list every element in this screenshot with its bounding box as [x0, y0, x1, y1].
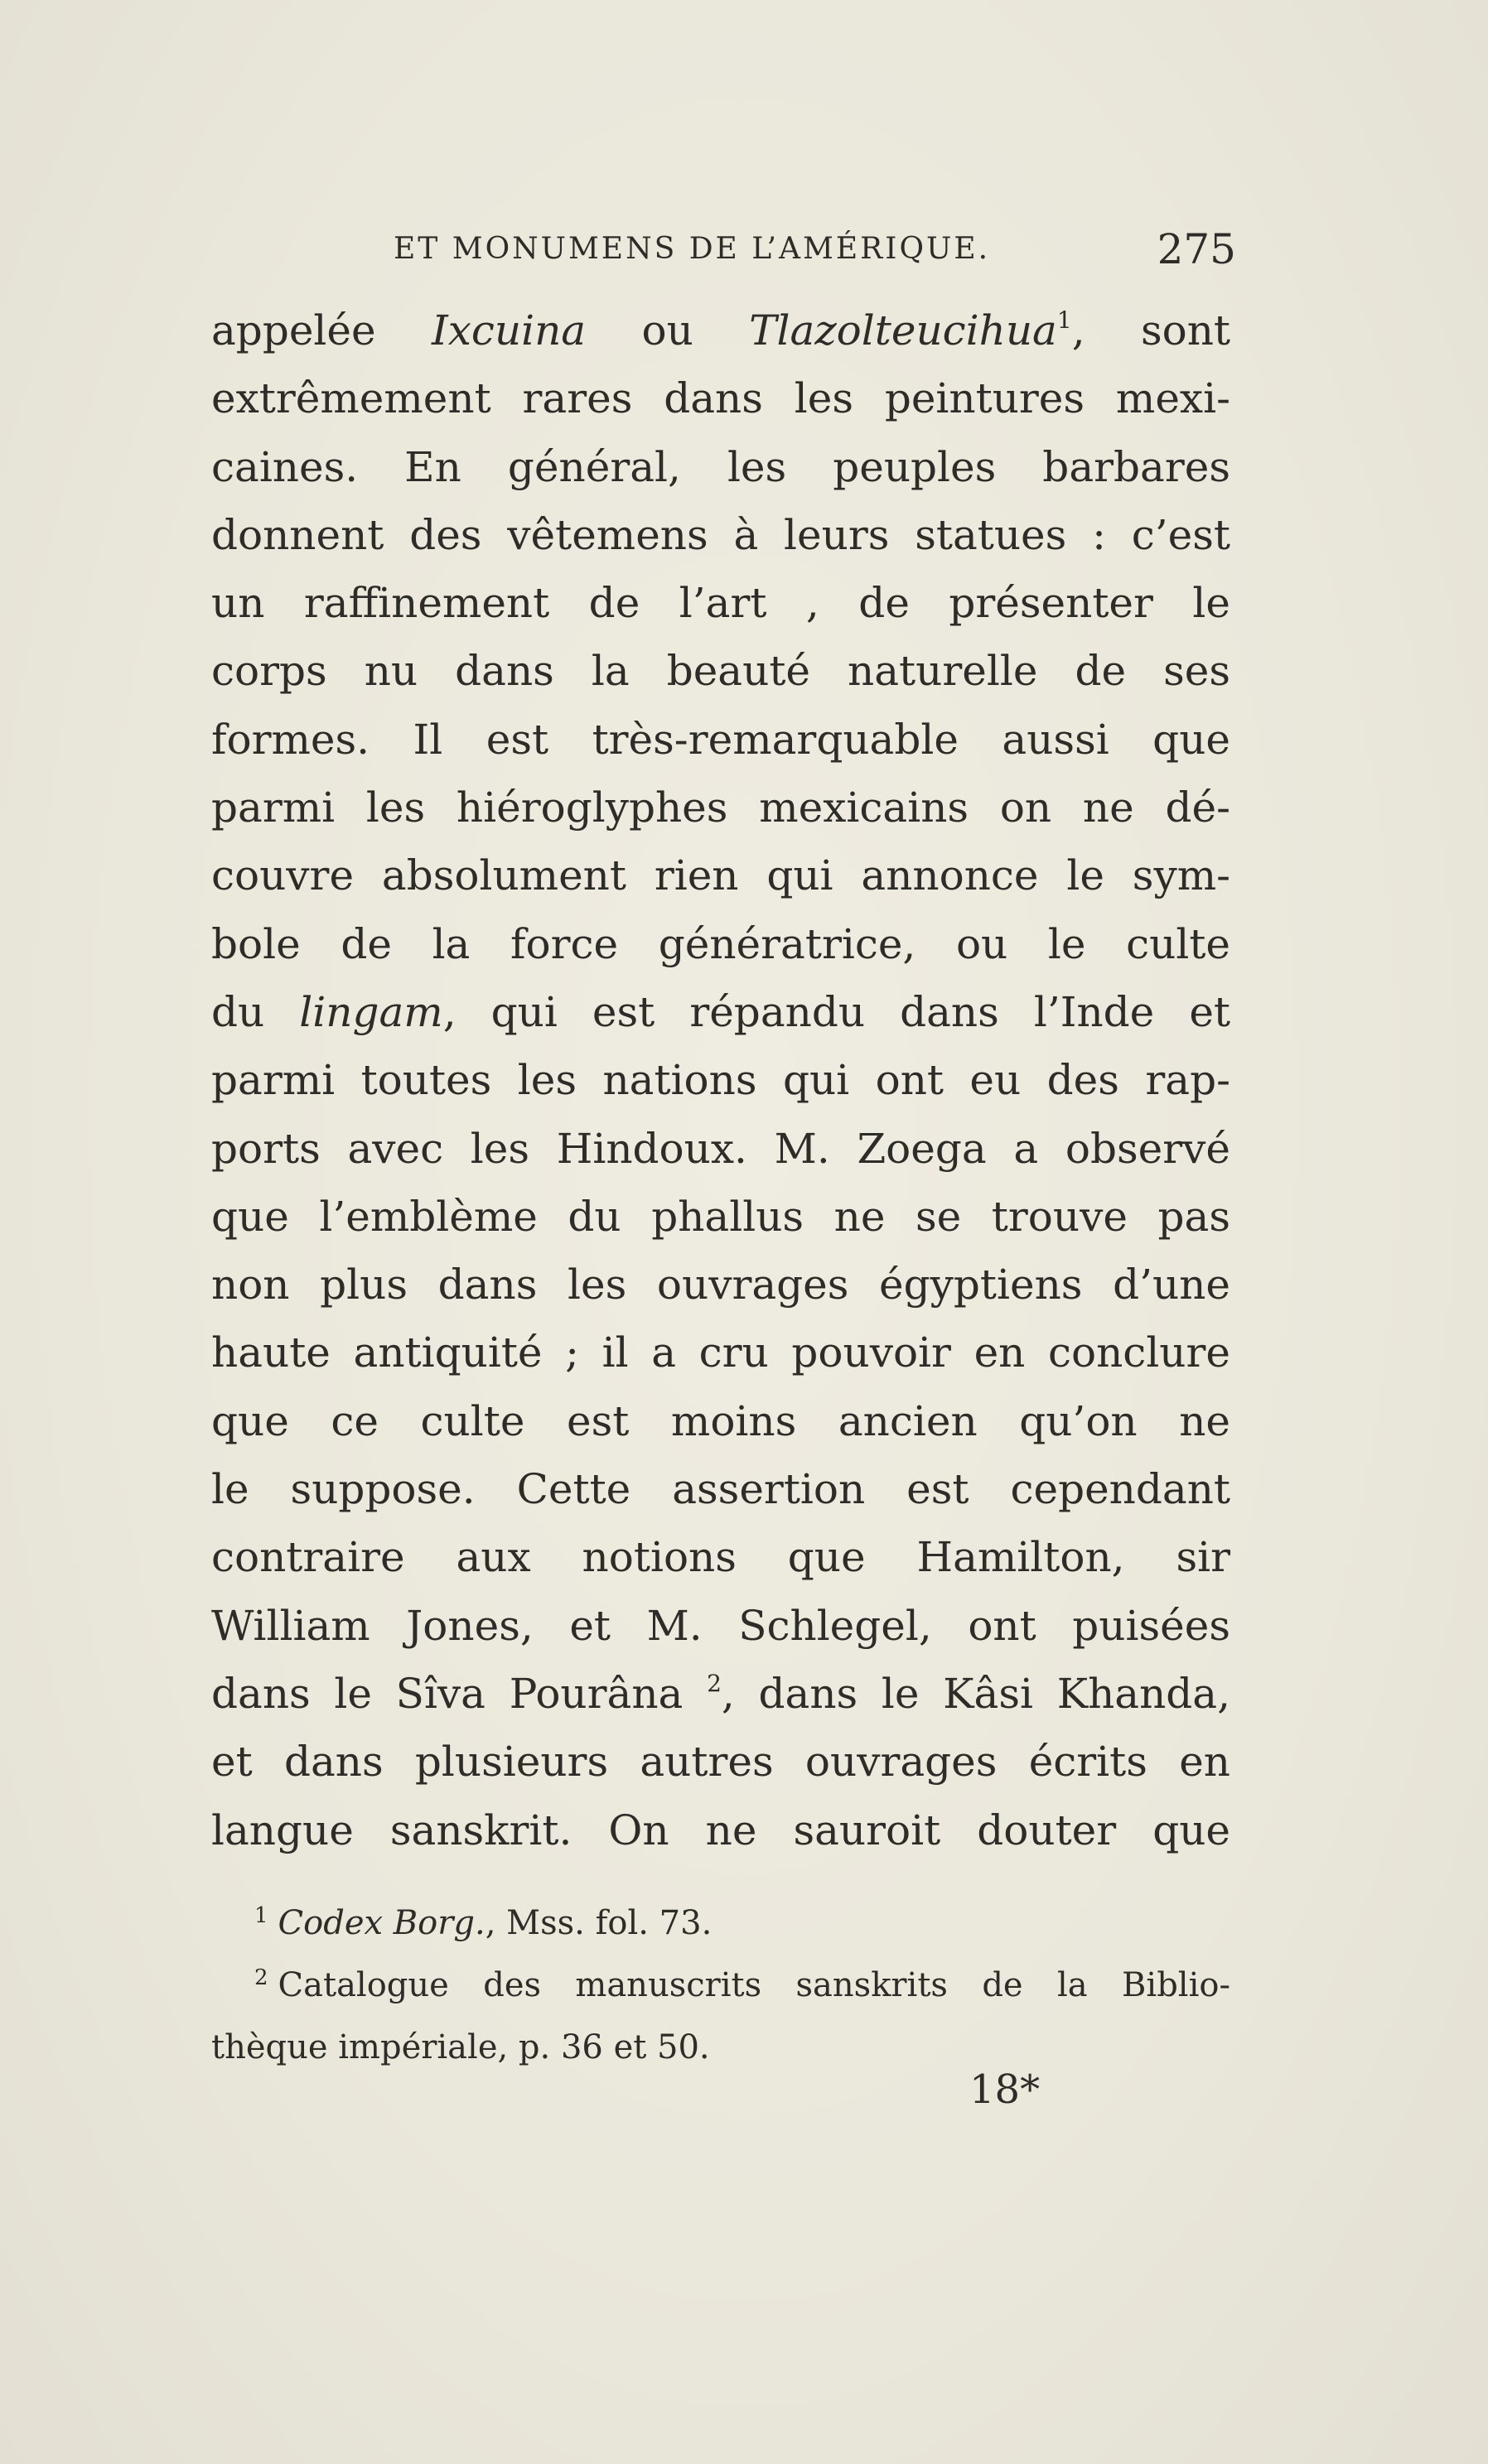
footnote-1 [211, 1893, 1230, 1955]
text-segment: non plus dans les ouvrages égyptiens d’une [211, 1261, 1230, 1309]
text-line [211, 774, 1230, 841]
footnote-reference: 2 [707, 1669, 722, 1697]
text-segment: le suppose. Cette assertion est cependant [211, 1465, 1230, 1514]
footnote-2 [211, 1955, 1230, 2017]
text-segment: du [211, 987, 300, 1036]
footnote-marker: 2 [254, 1965, 268, 1990]
text-line [211, 1728, 1230, 1796]
text-line [211, 637, 1230, 705]
text-segment: haute antiquité ; il a cru pouvoir en conclure [211, 1328, 1230, 1377]
text-line [211, 501, 1230, 569]
italic-text: lingam [299, 987, 443, 1036]
footnote-1-title: Codex Borg. [278, 1904, 486, 1942]
text-line [211, 433, 1230, 501]
text-segment: langue sanskrit. On ne sauroit douter que [211, 1806, 1230, 1854]
text-line [211, 1592, 1230, 1660]
text-segment: contraire aux notions que Hamilton, sir [211, 1533, 1230, 1582]
text-line [211, 706, 1230, 774]
text-line [211, 1660, 1230, 1728]
text-line [211, 1183, 1230, 1251]
text-segment: bole de la force génératrice, ou le culte [211, 919, 1230, 968]
text-segment: extrêmement rares dans les peintures mexi- [211, 374, 1230, 423]
text-segment: William Jones, et M. Schlegel, ont puisées [211, 1601, 1230, 1650]
text-segment: corps nu dans la beauté naturelle de ses [211, 647, 1230, 696]
running-title: ET MONUMENS DE L’AMÉRIQUE. [394, 232, 991, 266]
text-segment: que ce culte est moins ancien qu’on ne [211, 1396, 1230, 1445]
text-line [211, 569, 1230, 637]
text-line [211, 1523, 1230, 1591]
text-line [211, 1115, 1230, 1183]
text-segment: un raffinement de l’art , de présenter le [211, 579, 1230, 628]
text-line [211, 1387, 1230, 1455]
italic-text: Ixcuina [431, 306, 587, 354]
text-segment: et dans plusieurs autres ouvrages écrits en [211, 1738, 1230, 1787]
footnote-2-text: Catalogue des manuscrits sanskrits de la Biblio- [278, 1966, 1230, 2004]
footnotes [211, 1893, 1230, 2079]
text-line [211, 978, 1230, 1046]
italic-text: Tlazolteucihua [749, 306, 1057, 354]
text-line [211, 1251, 1230, 1319]
text-line [211, 364, 1230, 432]
text-line [211, 910, 1230, 978]
signature-mark: 18* [969, 2066, 1041, 2113]
text-line [211, 1796, 1230, 1864]
footnote-1-text: , Mss. fol. 73. [485, 1904, 713, 1942]
text-segment: formes. Il est très-remarquable aussi que [211, 715, 1230, 764]
page-number: 275 [1157, 225, 1236, 273]
text-segment: , dans le Kâsi Khanda, [721, 1669, 1230, 1718]
text-line [211, 1455, 1230, 1523]
text-segment: ports avec les Hindoux. M. Zoega a observé [211, 1124, 1230, 1173]
text-line [211, 1046, 1230, 1114]
text-line [211, 841, 1230, 909]
footnote-2-continuation [211, 2017, 1230, 2079]
text-segment: appelée [211, 306, 432, 354]
text-segment: parmi les hiéroglyphes mexicains on ne dé- [211, 784, 1230, 832]
text-segment: parmi toutes les nations qui ont eu des rap- [211, 1056, 1230, 1105]
text-segment: donnent des vêtemens à leurs statues : c’est [211, 510, 1230, 559]
footnote-marker: 1 [254, 1903, 268, 1928]
footnote-reference: 1 [1056, 306, 1072, 334]
text-segment: , sont [1071, 306, 1231, 354]
text-segment: que l’emblème du phallus ne se trouve pas [211, 1192, 1230, 1241]
text-segment: ou [586, 306, 750, 354]
text-segment: caines. En général, les peuples barbares [211, 442, 1230, 491]
text-segment: dans le Sîva Pourâna [211, 1669, 708, 1718]
text-segment: , qui est répandu dans l’Inde et [442, 987, 1231, 1036]
page-header [394, 225, 1236, 292]
text-line [211, 297, 1230, 364]
text-line [211, 1319, 1230, 1386]
text-segment: couvre absolument rien qui annonce le sym- [211, 851, 1230, 900]
body-text [211, 297, 1230, 1864]
footnote-2-text: thèque impériale, p. 36 et 50. [211, 2028, 710, 2066]
